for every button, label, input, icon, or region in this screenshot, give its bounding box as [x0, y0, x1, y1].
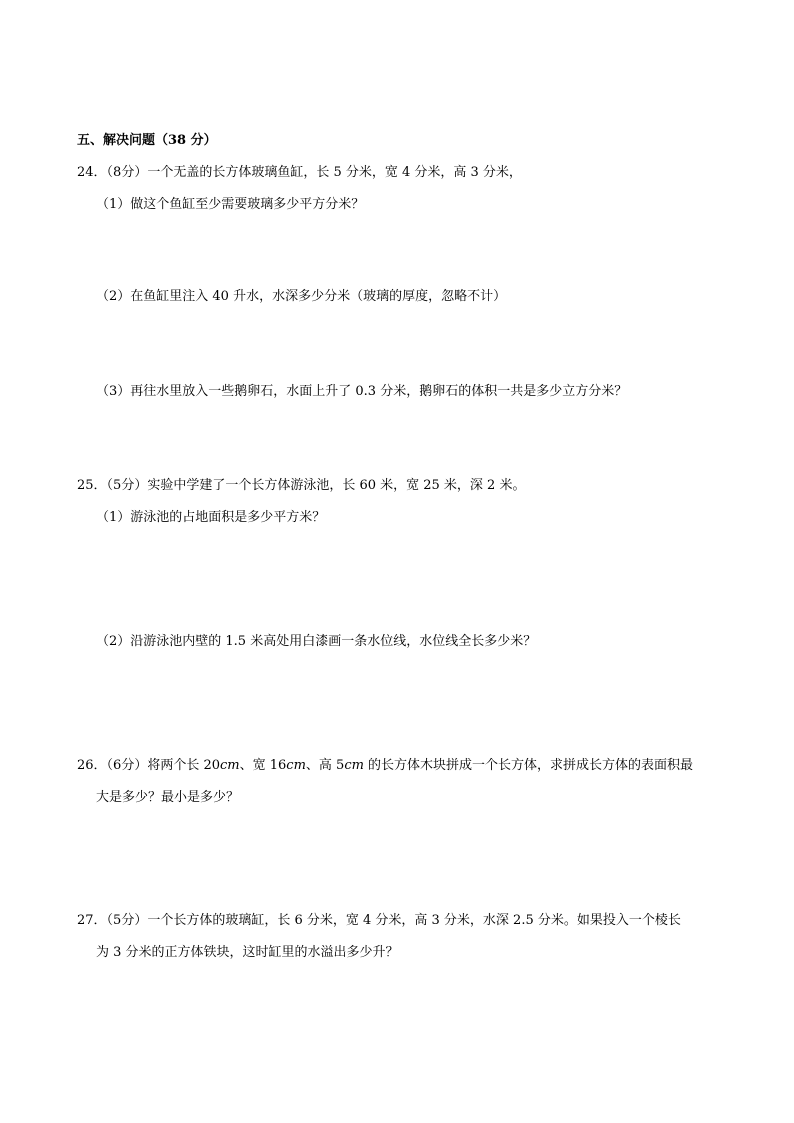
question-25-part-2: （2）沿游泳池内壁的 1.5 米高处用白漆画一条水位线，水位线全长多少米？ — [96, 634, 537, 649]
question-25-stem: 25．（5分）实验中学建了一个长方体游泳池，长 60 米，宽 25 米，深 2 米。 — [77, 478, 526, 493]
q26-unit-1: cm — [220, 758, 240, 773]
q26-suffix: 的长方体木块拼成一个长方体，求拼成长方体的表面积最 — [363, 758, 694, 773]
q26-prefix: 26．（6分）将两个长 20 — [77, 758, 220, 773]
question-24-part-1: （1）做这个鱼缸至少需要玻璃多少平方分米？ — [96, 197, 365, 212]
q26-unit-3: cm — [344, 758, 364, 773]
question-26-line-2: 大是多少？最小是多少？ — [96, 790, 240, 805]
section-title: 五、解决问题（38 分） — [77, 133, 217, 148]
q26-mid-1: 、宽 16 — [239, 758, 287, 773]
question-24-part-2: （2）在鱼缸里注入 40 升水，水深多少分米（玻璃的厚度，忽略不计） — [96, 289, 507, 304]
question-24-stem: 24．（8分）一个无盖的长方体玻璃鱼缸，长 5 分米，宽 4 分米，高 3 分米， — [77, 165, 522, 180]
q26-mid-2: 、高 5 — [305, 758, 345, 773]
question-27-line-1: 27．（5分）一个长方体的玻璃缸，长 6 分米，宽 4 分米，高 3 分米，水深 2.5 分米。如果投入一个棱长 — [77, 913, 681, 928]
question-26-line-1 — [77, 757, 693, 775]
q26-unit-2: cm — [286, 758, 306, 773]
question-24-part-3: （3）再往水里放入一些鹅卵石，水面上升了 0.3 分米，鹅卵石的体积一共是多少立方分米？ — [96, 384, 628, 399]
question-27-line-2: 为 3 分米的正方体铁块，这时缸里的水溢出多少升？ — [96, 945, 399, 960]
question-25-part-1: （1）游泳池的占地面积是多少平方米？ — [96, 510, 326, 525]
